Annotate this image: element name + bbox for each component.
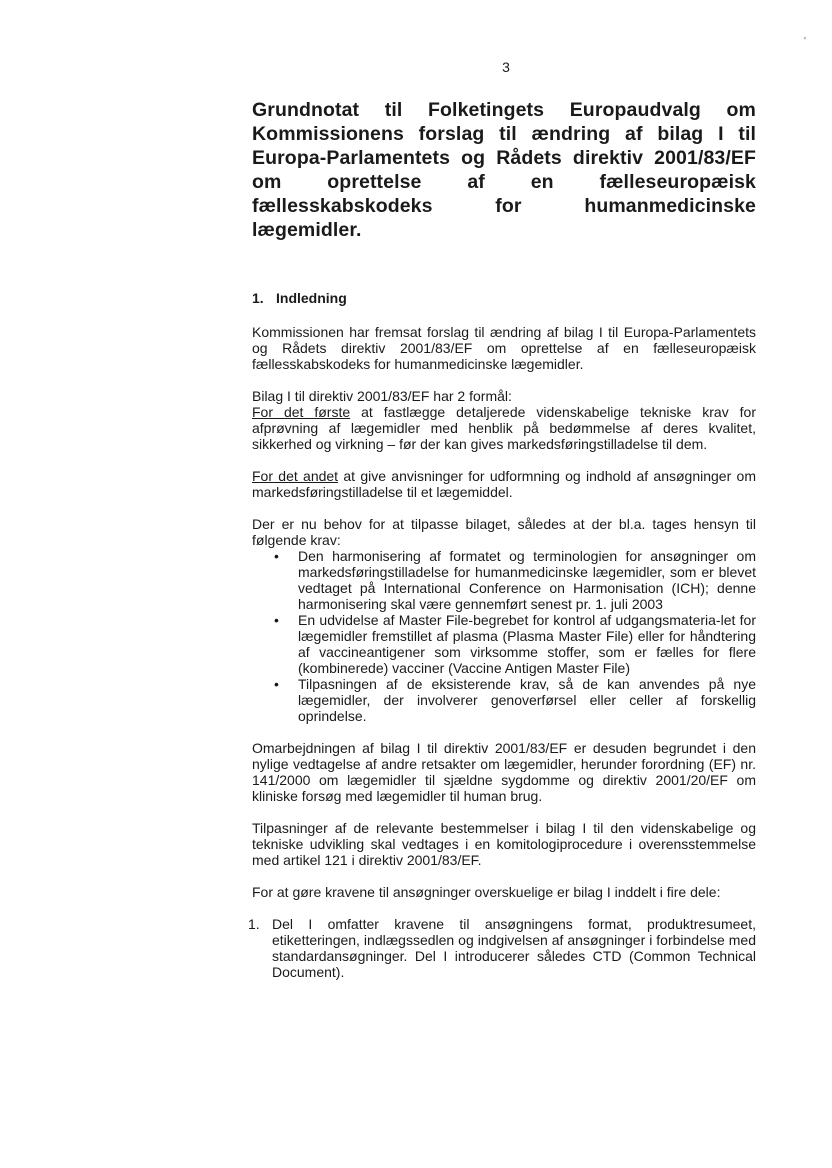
list-item [248, 916, 756, 980]
list-item [274, 548, 756, 612]
margin-mark: ' [804, 36, 806, 47]
need-lead-paragraph: Der er nu behov for at tilpasse bilaget, således at der bl.a. tages hensyn til følgende krav: [252, 516, 756, 548]
first-purpose-text: at fastlægge detaljerede videnskabelige tekniske krav for afprøvning af lægemidler med henblik på bedømmelse af deres kvalitet, sikkerhed og virkning – før der kan gives markedsføringstilladelse til dem. [252, 404, 756, 452]
section-heading-indledning [252, 290, 756, 306]
document-title: Grundnotat til Folketingets Europaudvalg om Kommissionens forslag til ændring af bilag I til Europa-Parlamentets og Rådets direktiv 2001/83/EF om oprettelse af en fælleseuropæisk fællesskabskodeks for humanmedicinske lægemidler. [252, 99, 756, 241]
parts-list [248, 916, 756, 980]
list-item [274, 612, 756, 676]
requirements-list [252, 548, 756, 724]
adaptations-paragraph: Tilpasninger af de relevante bestemmelser i bilag I til den videnskabelige og tekniske udvikling skal vedtages i en komitologiprocedure i overensstemmelse med artikel 121 i direktiv 2001/83/EF. [252, 820, 756, 868]
list-item-number: 1. [248, 916, 260, 932]
list-item-text: Del I omfatter kravene til ansøgningens format, produktresumeet, etiketteringen, indlægssedlen og indgivelsen af ansøgninger i forbindelse med standardansøgninger. Del I introducerer således CTD (Common Technical Document). [272, 916, 756, 980]
list-item [274, 676, 756, 724]
section-number: 1. [252, 290, 264, 306]
bullet-icon: • [274, 676, 279, 692]
intro-paragraph: Kommissionen har fremsat forslag til ændring af bilag I til Europa-Parlamentets og Rådets direktiv 2001/83/EF om oprettelse af en fælleseuropæisk fællesskabskodeks for humanmedicinske lægemidler. [252, 324, 756, 372]
document-body [248, 98, 756, 980]
second-purpose-label: For det andet [252, 468, 339, 484]
purposes-lead: Bilag I til direktiv 2001/83/EF har 2 formål: [252, 388, 512, 404]
parts-lead-paragraph: For at gøre kravene til ansøgninger overskuelige er bilag I inddelt i fire dele: [252, 884, 721, 900]
section-title: Indledning [276, 290, 347, 306]
second-purpose-text: at give anvisninger for udformning og indhold af ansøgninger om markedsføringstilladelse til et lægemiddel. [252, 468, 756, 500]
bullet-icon: • [274, 612, 279, 628]
page-number-text: 3 [502, 59, 510, 75]
list-item-text: En udvidelse af Master File-begrebet for kontrol af udgangsmateria-let for lægemidler fremstillet af plasma (Plasma Master File) eller for håndtering af vaccineantigener som virksomme stoffer, som er fælles for flere (kombinerede) vacciner (Vaccine Antigen Master File) [298, 612, 756, 676]
bullet-icon: • [274, 548, 279, 564]
list-item-text: Den harmonisering af formatet og terminologien for ansøgninger om markedsføringstilladelse for humanmedicinske lægemidler, som er blevet vedtaget på International Conference on Harmonisation (ICH); denne harmonisering skal være gennemført senest pr. 1. juli 2003 [298, 548, 756, 612]
first-purpose-paragraph [252, 404, 756, 452]
page-number [0, 59, 832, 75]
list-item-text: Tilpasningen af de eksisterende krav, så de kan anvendes på nye lægemidler, der involverer genoverførsel eller celler af forskellig oprindelse. [298, 676, 756, 724]
first-purpose-label: For det første [252, 404, 351, 420]
second-purpose-paragraph [252, 468, 756, 500]
rework-paragraph: Omarbejdningen af bilag I til direktiv 2001/83/EF er desuden begrundet i den nylige vedtagelse af andre retsakter om lægemidler, herunder forordning (EF) nr. 141/2000 om lægemidler til sjældne sygdomme og direktiv 2001/20/EF om kliniske forsøg med lægemidler til human brug. [252, 740, 756, 804]
